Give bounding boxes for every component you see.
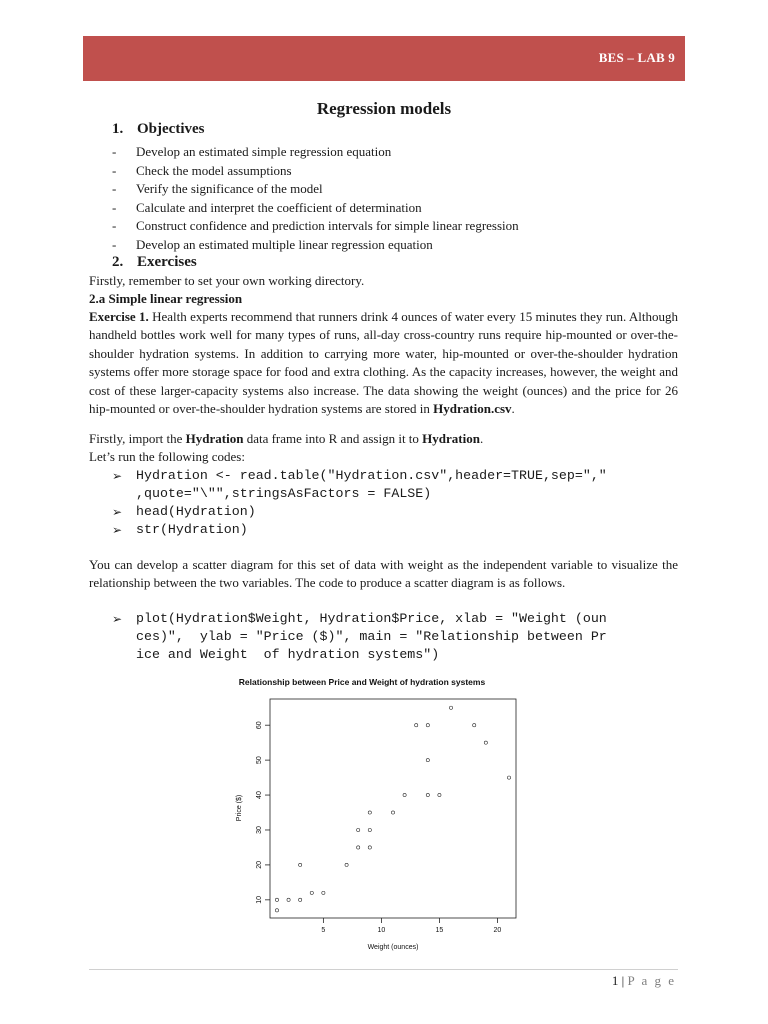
code-item: ➢ str(Hydration): [112, 522, 248, 537]
code-item: ➢ plot(Hydration$Weight, Hydration$Price, xlab = "Weight (oun ces)", ylab = "Price ($)", main = "Relationship between Pr ice and Weight of hydration systems"): [112, 611, 607, 662]
list-item: - Develop an estimated multiple linear regression equation: [112, 236, 433, 252]
list-item: - Check the model assumptions: [112, 162, 292, 178]
y-tick-label: 40: [256, 791, 263, 799]
code-item: ➢ head(Hydration): [112, 504, 256, 519]
exercises-number: 2.: [112, 254, 124, 270]
header-banner: [83, 36, 685, 81]
x-tick-label: 20: [493, 927, 502, 934]
objectives-list: [112, 143, 519, 254]
list-item: - Calculate and interpret the coefficient of determination: [112, 199, 422, 215]
x-tick-label: 5: [321, 927, 326, 934]
data-point: [449, 706, 452, 709]
data-point: [368, 828, 371, 831]
code-list: [112, 467, 607, 539]
data-point: [357, 828, 360, 831]
import-text: Firstly, import the Hydration data frame into R and assign it to Hydration.: [89, 431, 484, 446]
page-title: Regression models: [316, 99, 452, 118]
arrow-bullet-icon: ➢: [112, 523, 123, 537]
x-tick-label: 15: [435, 927, 444, 934]
data-point: [438, 793, 441, 796]
exercises-title: Exercises: [137, 254, 197, 270]
x-tick-label: 10: [377, 927, 386, 934]
data-point: [368, 811, 371, 814]
arrow-bullet-icon: ➢: [112, 505, 123, 519]
plot-frame: [270, 699, 516, 918]
page-footer: 1 | P a g e: [611, 973, 676, 988]
list-item: - Develop an estimated simple regression equation: [112, 144, 392, 159]
data-point: [403, 793, 406, 796]
y-tick-label: 50: [256, 756, 263, 765]
page-number: 1: [611, 973, 619, 988]
list-item: - Construct confidence and prediction intervals for simple linear regression: [112, 218, 519, 233]
data-point: [368, 846, 371, 849]
intro-text: Firstly, remember to set your own working directory.: [89, 273, 365, 288]
y-tick-label: 20: [256, 861, 263, 869]
exercises-heading: [112, 254, 197, 271]
list-item: - Verify the significance of the model: [112, 181, 323, 196]
data-points: [275, 706, 510, 912]
arrow-bullet-icon: ➢: [112, 612, 123, 626]
data-point: [426, 793, 429, 796]
footer-divider: [89, 969, 678, 970]
plot-code-list: [112, 610, 607, 664]
data-point: [507, 776, 510, 779]
data-point: [357, 846, 360, 849]
y-tick-label: 30: [256, 826, 263, 834]
code-item: ➢ Hydration <- read.table("Hydration.csv",header=TRUE,sep="," ,quote="\"",stringsAsFactors = FALSE): [112, 468, 607, 501]
arrow-bullet-icon: ➢: [112, 469, 123, 483]
exercise-body: Health experts recommend that runners drink 4 ounces of water every 15 minutes they run. Although handheld bottles work well for many types of runs, all-day cross-country runs require hip-mounted or over-the-shoulder hydration systems. In addition to carrying more water, hip-mounted or over-the-shoulder hydration systems offer more storage space for food and extra clothing. As the capacity increases, however, the weight and cost of these larger-capacity systems also increase. The data showing the weight (ounces) and the price for 26 hip-mounted or over-the-shoulder hydration systems are stored in: [89, 309, 679, 417]
scatter-paragraph: You can develop a scatter diagram for this set of data with weight as the independent variable to visualize the relationship between the two variables. The code to produce a scatter diagram is as follows.: [89, 557, 678, 591]
data-point: [415, 724, 418, 727]
y-axis-label: Price ($): [236, 794, 243, 822]
data-point: [426, 759, 429, 762]
y-axis-ticks: [256, 721, 270, 904]
objectives-heading: [112, 121, 204, 138]
data-point: [484, 741, 487, 744]
data-point: [345, 863, 348, 866]
scatter-chart: [222, 672, 542, 962]
page-label: P a g e: [627, 973, 676, 988]
y-tick-label: 60: [256, 721, 263, 730]
x-axis-label: Weight (ounces): [367, 944, 419, 951]
data-point: [391, 811, 394, 814]
data-point: [275, 898, 278, 901]
y-tick-label: 10: [256, 895, 263, 904]
data-point: [473, 724, 476, 727]
exercise-paragraph: Exercise 1. Health experts recommend that runners drink 4 ounces of water every 15 minutes they run. Although handheld bottles work well for many types of runs, all-day cross-country runs require hip-mounted or over-the-shoulder hydration systems. In addition to carrying more water, hip-mounted or over-the-shoulder hydration systems offer more storage space for food and extra clothing. As the capacity increases, however, the weight and cost of these larger-capacity systems also increase. The data showing the weight (ounces) and the price for 26 hip-mounted or over-the-shoulder hydration systems are stored in Hydration.csv.: [89, 309, 679, 417]
data-point: [299, 898, 302, 901]
exercise-file: Hydration.csv: [433, 401, 512, 417]
exercise-label: Exercise 1.: [89, 309, 149, 324]
x-axis-ticks: [321, 918, 501, 934]
header-banner-text: BES – LAB 9: [598, 50, 675, 65]
data-point: [322, 891, 325, 894]
objectives-title: Objectives: [137, 121, 205, 137]
data-point: [310, 891, 313, 894]
data-point: [426, 724, 429, 727]
run-codes-text: Let’s run the following codes:: [89, 449, 245, 464]
objectives-number: 1.: [112, 121, 124, 137]
data-point: [287, 898, 290, 901]
subheading: 2.a Simple linear regression: [89, 291, 243, 306]
chart-title: Relationship between Price and Weight of hydration systems: [238, 677, 486, 687]
data-point: [299, 863, 302, 866]
data-point: [275, 909, 278, 912]
